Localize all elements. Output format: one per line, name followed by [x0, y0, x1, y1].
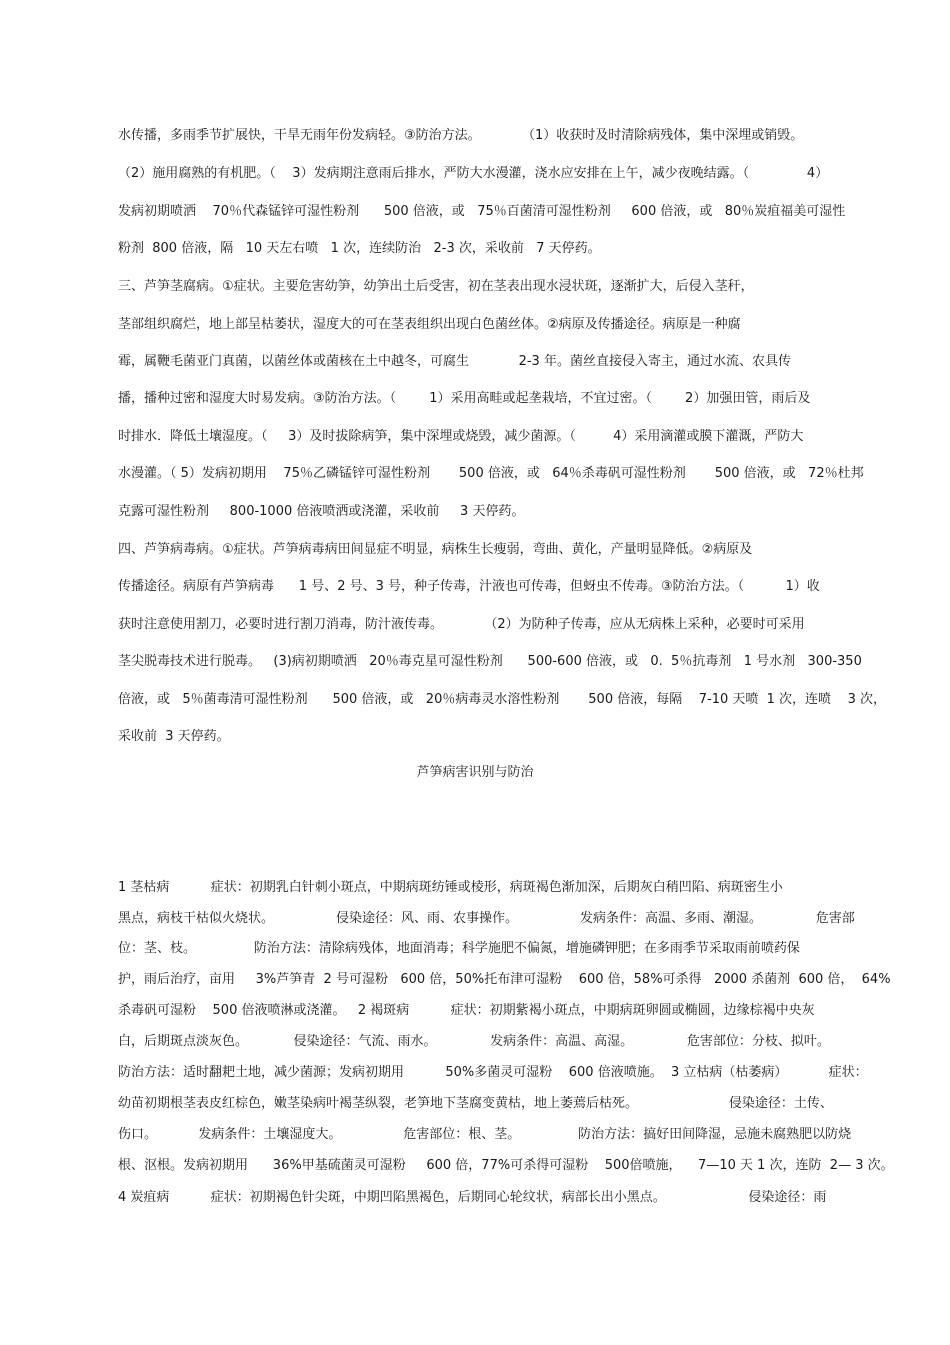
paragraph-line: 茎尖脱毒技术进行脱毒。 (3)病初期喷洒 20％毒克星可湿性粉剂 500-600 倍液，或 0. 5％抗毒剂 1 号水剂 300-350 — [118, 654, 862, 669]
paragraph-line: 克露可湿性粉剂 800-1000 倍液喷洒或浇灌，采收前 3 天停药。 — [118, 504, 525, 519]
paragraph-line: 三、芦笋茎腐病。①症状。主要危害幼笋，幼笋出土后受害，初在茎表出现水浸状斑，逐渐扩大，后侵入茎秆， — [118, 279, 754, 294]
paragraph-line: 发病初期喷洒 70％代森锰锌可湿性粉剂 500 倍液，或 75％百菌清可湿性粉剂 600 倍液，或 80％炭疽福美可湿性 — [118, 204, 846, 219]
paragraph-line: 杀毒矾可湿粉 500 倍液喷淋或浇灌。 2 褐斑病 症状：初期紫褐小斑点，中期病斑卵圆或椭圆，边缘棕褐中央灰 — [118, 1003, 815, 1018]
paragraph-line: 采收前 3 天停药。 — [118, 729, 230, 744]
paragraph-line: 幼苗初期根茎表皮红棕色，嫩茎染病叶褐茎纵裂，老笋地下茎腐变黄枯，地上萎蔫后枯死。 侵染途径：土传、 — [118, 1096, 833, 1111]
paragraph-line: 护，雨后治疗，亩用 3%芦笋青 2 号可湿粉 600 倍，50%托布津可湿粉 600 倍，58%可杀得 2000 杀菌剂 600 倍， 64% — [118, 972, 891, 987]
paragraph-line: 水漫灌。（ 5）发病初期用 75％乙磷锰锌可湿性粉剂 500 倍液，或 64％杀毒矾可湿性粉剂 500 倍液，或 72％杜邦 — [118, 466, 864, 481]
paragraph-line: 传播途径。病原有芦笋病毒 1 号、2 号、3 号，种子传毒，汁液也可传毒，但蚜虫不传毒。③防治方法。（ 1）收 — [118, 579, 820, 594]
paragraph-line: 水传播，多雨季节扩展快，干旱无雨年份发病轻。③防治方法。 （1）收获时及时清除病残体，集中深埋或销毁。 — [118, 128, 804, 143]
paragraph-line: 4 炭疽病 症状：初期褐色针尖斑，中期凹陷黑褐色，后期同心轮纹状，病部长出小黑点。 侵染途径：雨 — [118, 1190, 827, 1205]
paragraph-line: 位：茎、枝。 防治方法：清除病残体，地面消毒；科学施肥不偏氮，增施磷钾肥；在多雨季节采取雨前喷药保 — [118, 941, 800, 956]
paragraph-line: 白，后期斑点淡灰色。 侵染途径：气流、雨水。 发病条件：高温、高湿。 危害部位：分枝、拟叶。 — [118, 1034, 830, 1049]
paragraph-line: 获时注意使用割刀，必要时进行割刀消毒，防汁液传毒。 （2）为防种子传毒，应从无病株上采种，必要时可采用 — [118, 617, 805, 632]
paragraph-line: 时排水．降低土壤湿度。（ 3）及时拔除病笋，集中深埋或烧毁，减少菌源。（ 4）采用滴灌或膜下灌溉，严防大 — [118, 429, 804, 444]
paragraph-line: 防治方法：适时翻耙土地，减少菌源；发病初期用 50%多菌灵可湿粉 600 倍液喷施。 3 立枯病（枯萎病） 症状： — [118, 1065, 868, 1080]
paragraph-line: （2）施用腐熟的有机肥。（ 3）发病期注意雨后排水，严防大水漫灌，浇水应安排在上午，减少夜晚结露。（ 4） — [118, 166, 829, 181]
paragraph-line: 倍液，或 5％菌毒清可湿性粉剂 500 倍液，或 20％病毒灵水溶性粉剂 500 倍液，每隔 7-10 天喷 1 次，连喷 3 次， — [118, 692, 886, 707]
paragraph-line: 粉剂 800 倍液，隔 10 天左右喷 1 次，连续防治 2-3 次，采收前 7 天停药。 — [118, 241, 601, 256]
paragraph-line: 1 茎枯病 症状：初期乳白针刺小斑点，中期病斑纺锤或棱形，病斑褐色渐加深，后期灰白稍凹陷、病斑密生小 — [118, 880, 783, 895]
section-title: 芦笋病害识别与防治 — [416, 765, 534, 780]
paragraph-line: 茎部组织腐烂，地上部呈枯萎状，湿度大的可在茎表组织出现白色菌丝体。②病原及传播途径。病原是一种腐 — [118, 317, 741, 332]
paragraph-line: 伤口。 发病条件：土壤湿度大。 危害部位：根、茎。 防治方法：搞好田间降湿，忌施未腐熟肥以防烧 — [118, 1127, 852, 1142]
paragraph-line: 播，播种过密和湿度大时易发病。③防治方法。（ 1）采用高畦或起垄栽培，不宜过密。（ 2）加强田管，雨后及 — [118, 391, 811, 406]
paragraph-line: 根、沤根。发病初期用 36%甲基硫菌灵可湿粉 600 倍，77%可杀得可湿粉 500倍喷施， 7—10 天 1 次，连防 2— 3 次。 — [118, 1158, 894, 1173]
paragraph-line: 霉，属鞭毛菌亚门真菌，以菌丝体或菌核在土中越冬，可腐生 2-3 年。菌丝直接侵入寄主，通过水流、农具传 — [118, 354, 791, 369]
paragraph-line: 黑点，病枝干枯似火烧状。 侵染途径：风、雨、农事操作。 发病条件：高温、多雨、潮湿。 危害部 — [118, 911, 855, 926]
paragraph-line: 四、芦笋病毒病。①症状。芦笋病毒病田间显症不明显，病株生长瘦弱，弯曲、黄化，产量明显降低。②病原及 — [118, 542, 753, 557]
